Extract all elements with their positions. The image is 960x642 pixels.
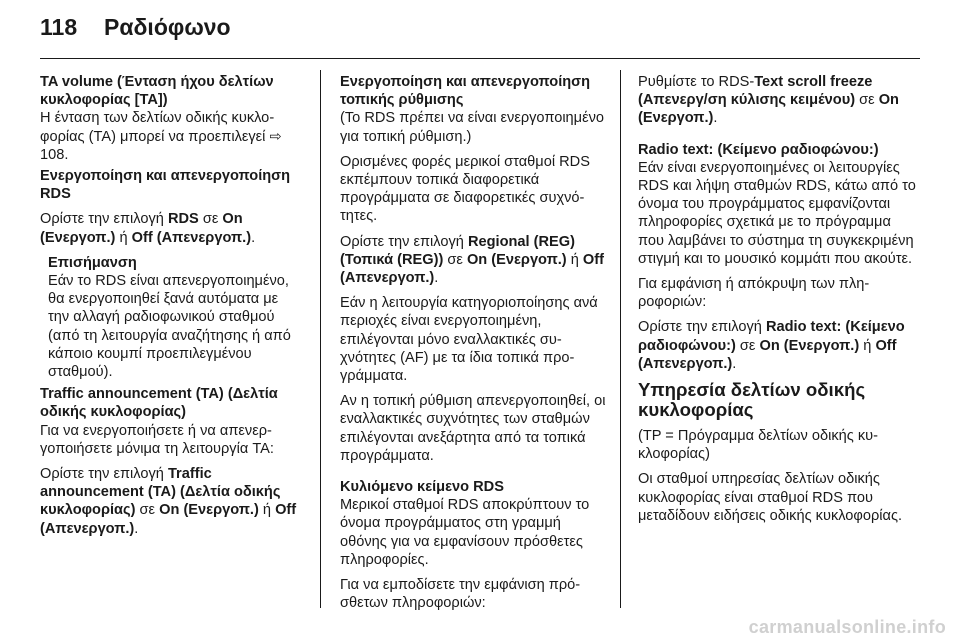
paragraph-ta-volume: Η ένταση των δελτίων οδικής κυκλοφορίας (TA) μπορεί να προεπιλεγεί ⇨ 108. <box>40 110 282 163</box>
arrow-ref-icon: ⇨ <box>269 128 282 145</box>
section-title-rds: Ενεργοποίηση και απενεργοποίηση RDS <box>40 168 291 203</box>
page-number: 118 <box>40 14 78 40</box>
note-box <box>40 254 302 381</box>
note-body: Εάν το RDS είναι απενεργοποιημένο, θα ενεργοποιηθεί ξανά αυτόματα με την αλλαγή ραδιοφωνικού σταθμού (από τη λειτουργία αναζήτησης ή από κάποιο κουμπί προεπιλεγμένου σταθμού). <box>48 273 291 381</box>
section-title-ta-volume: TA volume (Ένταση ήχου δελτίων κυκλοφορίας [TA]) <box>40 74 274 109</box>
paragraph-freeze-setting: Ρυθμίστε το RDS-Text scroll freeze (Απενεργ/ση κύλισης κειμένου) σε On (Ενεργοπ.). <box>638 74 899 127</box>
paragraph-regional-2: Ορισμένες φορές μερικοί σταθμοί RDS εκπέμπουν τοπικά διαφορετικά προγράμματα σε διαφορετικές συχνότητες. <box>340 153 590 225</box>
paragraph-radio-text-setting: Ορίστε την επιλογή Radio text: (Κείμενο ραδιοφώνου:) σε On (Ενεργοπ.) ή Off (Απενεργοπ.). <box>638 319 905 372</box>
paragraph-rds-setting: Ορίστε την επιλογή RDS σε On (Ενεργοπ.) ή Off (Απενεργοπ.). <box>40 211 256 246</box>
page-header <box>40 14 231 41</box>
column-1 <box>40 73 302 545</box>
paragraph-traffic-setting: Ορίστε την επιλογή Traffic announcement (TA) (Δελτία οδικής κυκλοφορίας) σε On (Ενεργοπ.) ή Off (Απενεργοπ.). <box>40 466 297 537</box>
column-3 <box>638 73 920 532</box>
section-heading-traffic-program: Υπηρεσία δελτίων οδικής κυκλοφορίας <box>638 379 866 421</box>
column-divider-2 <box>620 70 621 608</box>
section-title-radio-text: Radio text: (Κείμενο ραδιοφώνου:) <box>638 141 879 158</box>
paragraph-scroll-2: Για να εμποδίσετε την εμφάνιση πρόσθετων πληροφοριών: <box>340 577 581 612</box>
paragraph-traffic-body: Για να ενεργοποιήσετε ή να απενεργοποιήσετε μόνιμα τη λειτουργία TA: <box>40 422 274 457</box>
paragraph-radio-text-2: Για εμφάνιση ή απόκρυψη των πληροφοριών: <box>638 276 870 311</box>
paragraph-scroll-1: Μερικοί σταθμοί RDS αποκρύπτουν το όνομα προγράμματος στη γραμμή οθόνης για να εμφανίσουν πρόσθετες πληροφορίες. <box>340 497 590 568</box>
note-title: Επισήμανση <box>48 254 137 271</box>
page-reference[interactable]: 108. <box>40 146 69 163</box>
paragraph-radio-text-1: Εάν είναι ενεργοποιημένες οι λειτουργίες RDS και λήψη σταθμών RDS, κάτω από το όνομα του προγράμματος εμφανίζονται πληροφορίες σχετικά με το πρόγραμμα που λαμβάνει το σύστημα τη συγκεκριμένη στιγμή και το μουσικό κομμάτι που ακούτε. <box>638 159 916 267</box>
paragraph-regional-setting: Ορίστε την επιλογή Regional (REG) (Τοπικά (REG)) σε On (Ενεργοπ.) ή Off (Απενεργοπ.). <box>340 233 604 287</box>
column-divider-1 <box>320 70 321 608</box>
section-title-traffic: Traffic announcement (TA) (Δελτία οδικής κυκλοφορίας) <box>40 386 278 421</box>
column-2 <box>340 73 606 619</box>
paragraph-regional-4: Αν η τοπική ρύθμιση απενεργοποιηθεί, οι εναλλακτικές συχνότητες των σταθμών επιλέγονται ανεξάρτητα από τα τοπικά προγράμματα. <box>340 393 606 464</box>
paragraph-regional-1: (Το RDS πρέπει να είναι ενεργοποιημένο για τοπική ρύθμιση.) <box>340 110 605 145</box>
paragraph-tp-1: (TP = Πρόγραμμα δελτίων οδικής κυκλοφορίας) <box>638 428 878 463</box>
page-title: Ραδιόφωνο <box>104 14 231 40</box>
paragraph-tp-2: Οι σταθμοί υπηρεσίας δελτίων οδικής κυκλοφορίας είναι σταθμοί RDS που μεταδίδουν ειδήσεις οδικής κυκλοφορίας. <box>638 471 903 524</box>
section-title-scroll: Κυλιόμενο κείμενο RDS <box>340 479 504 496</box>
paragraph-regional-3: Εάν η λειτουργία κατηγοριοποίησης ανά περιοχές είναι ενεργοποιημένη, επιλέγονται μόνο εναλλακτικές συχνότητες (AF) με τα ίδια τοπικά προγράμματα. <box>340 295 598 385</box>
header-rule <box>40 58 920 59</box>
watermark: carmanualsonline.info <box>748 617 946 637</box>
section-title-regional: Ενεργοποίηση και απενεργοποίηση τοπικής ρύθμισης <box>340 74 591 109</box>
